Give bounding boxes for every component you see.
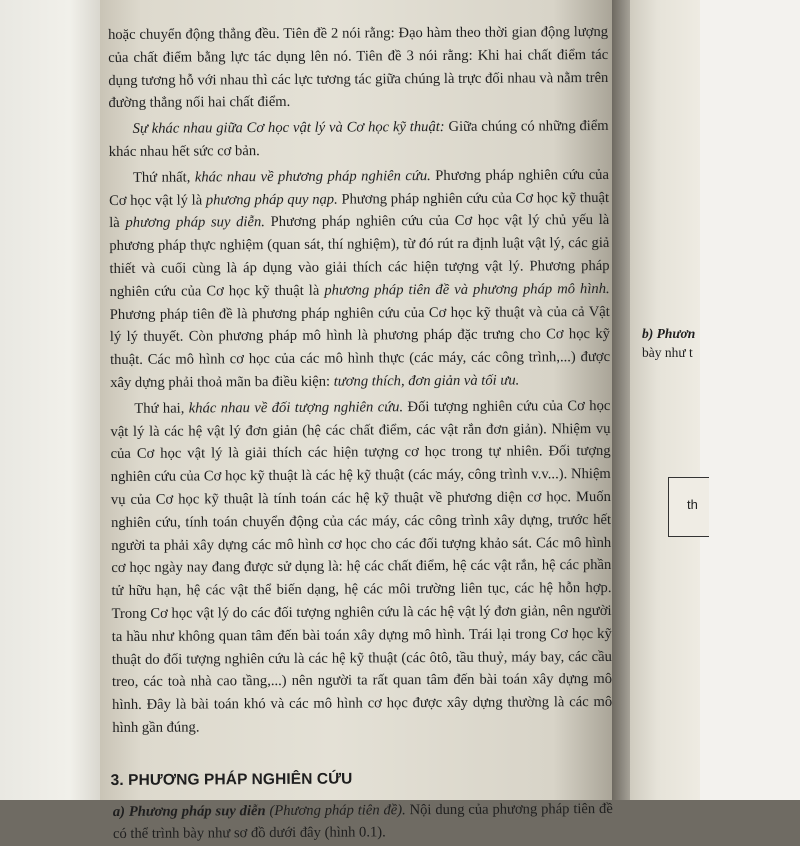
paragraph <box>109 164 610 395</box>
paragraph <box>109 115 609 164</box>
paragraph <box>108 21 609 115</box>
italic-text: phương pháp tiên đề và phương pháp mô hình. <box>324 280 610 299</box>
section-heading: 3. PHƯƠNG PHÁP NGHIÊN CỨU <box>110 770 353 789</box>
italic-text: phương pháp quy nạp. <box>205 191 338 208</box>
right-page-text-fragment: bày như t <box>642 345 693 360</box>
text-run: Phương pháp nghiên cứu của Cơ học kỹ thuật là <box>109 189 610 232</box>
subsection-text: Nội dung của phương pháp tiên đề có thể trình bày như sơ đồ dưới đây (hình 0.1). <box>112 800 613 843</box>
italic-text: tương thích, đơn giản và tối ưu. <box>333 372 520 390</box>
subsection-label-paren: (Phương pháp tiên đề). <box>265 801 406 819</box>
text-run: hoặc chuyển động thẳng đều. Tiên đề 2 nói rằng: Đạo hàm theo thời gian động lượng của chất điểm bằng lực tác dụng lên nó. Tiên đề 3 nói rằng: Khi hai chất điểm tác dụng tương hỗ với nhau thì các lực tương tác giữa chúng là trực đối nhau và nằm trên đường thẳng nối hai chất điểm. <box>108 23 609 112</box>
text-run: Đối tượng nghiên cứu của Cơ học vật lý là các hệ vật lý đơn giản (hệ các chất điểm, các vật rắn đơn giản). Nhiệm vụ của Cơ học vật lý là giải thích các hiện tượng cơ học trong tự nhiên. Đối tượng nghiên cứu của Cơ học kỹ thuật là các hệ kỹ thuật (các máy, công trình v.v...). Nhiệm vụ của Cơ học kỹ thuật là tính toán các hệ kỹ thuật về phương diện cơ học. Muốn nghiên cứu, tính toán chuyển động của các máy, các công trình xây dựng, trước hết người ta phải xây dựng các mô hình cơ học cho các đối tượng khảo sát. Các mô hình cơ học ngày nay đang được sử dụng là: hệ các chất điểm, hệ các vật rắn, hệ các phần tử hữu hạn, hệ các vật thể biến dạng, hệ các môi trường liên tục, các hệ hỗn hợp. Trong Cơ học vật lý do các đối tượng nghiên cứu là các hệ vật lý đơn giản, nên người ta hầu như không quan tâm đến bài toán xây dựng mô hình. Trái lại trong Cơ học kỹ thuật do đối tượng nghiên cứu là các hệ kỹ thuật (các ôtô, tầu thuỷ, máy bay, các cầu treo, các toà nhà cao tầng,...) nên người ta rất quan tâm đến bài toán xây dựng mô hình. Đây là bài toán khó và các mô hình cơ học được xây dựng thường là các mô hình gần đúng. <box>110 397 613 736</box>
paragraphs <box>108 21 612 740</box>
italic-text: khác nhau về phương pháp nghiên cứu. <box>194 167 431 186</box>
background-left <box>0 0 100 800</box>
book-page-right <box>630 0 700 800</box>
right-page-box-text: th <box>687 497 698 512</box>
subsection-paragraph <box>113 797 613 846</box>
right-page-heading-fragment: b) Phươn <box>642 326 696 341</box>
page-text-block <box>108 21 613 846</box>
italic-text: Sự khác nhau giữa Cơ học vật lý và Cơ học kỹ thuật: <box>132 119 445 138</box>
text-run: Thứ nhất, <box>132 169 195 186</box>
text-run: Thứ hai, <box>134 400 189 417</box>
text-run: Phương pháp nghiên cứu của Cơ học vật lý là <box>109 166 609 209</box>
background-right <box>700 0 800 800</box>
text-run: Giữa chúng có những điểm khác nhau hết sức cơ bản. <box>108 118 609 160</box>
right-page-diagram-box <box>668 477 709 537</box>
subsection-label: a) Phương pháp suy diễn <box>112 802 266 820</box>
text-run: Phương pháp tiên đề là phương pháp nghiên cứu của Cơ học kỹ thuật và của cả Vật lý lý thuyết. Còn phương pháp mô hình là phương pháp đặc trưng cho Cơ học kỹ thuật. Các mô hình cơ học của các mô hình thực (các máy, các công trình,...) được xây dựng phải thoả mãn ba điều kiện: <box>109 303 611 391</box>
italic-text: phương pháp suy diễn. <box>125 214 265 232</box>
italic-text: khác nhau về đối tượng nghiên cứu. <box>188 398 404 417</box>
paragraph <box>110 395 612 740</box>
text-run: Phương pháp nghiên cứu của Cơ học vật lý chủ yếu là phương pháp thực nghiệm (quan sát, thí nghiệm), từ đó rút ra định luật vật lý, các giả thiết và cuối cùng là áp dụng vào giải thích các hiện tượng vật lý. Phương pháp nghiên cứu của Cơ học kỹ thuật là <box>109 212 610 300</box>
